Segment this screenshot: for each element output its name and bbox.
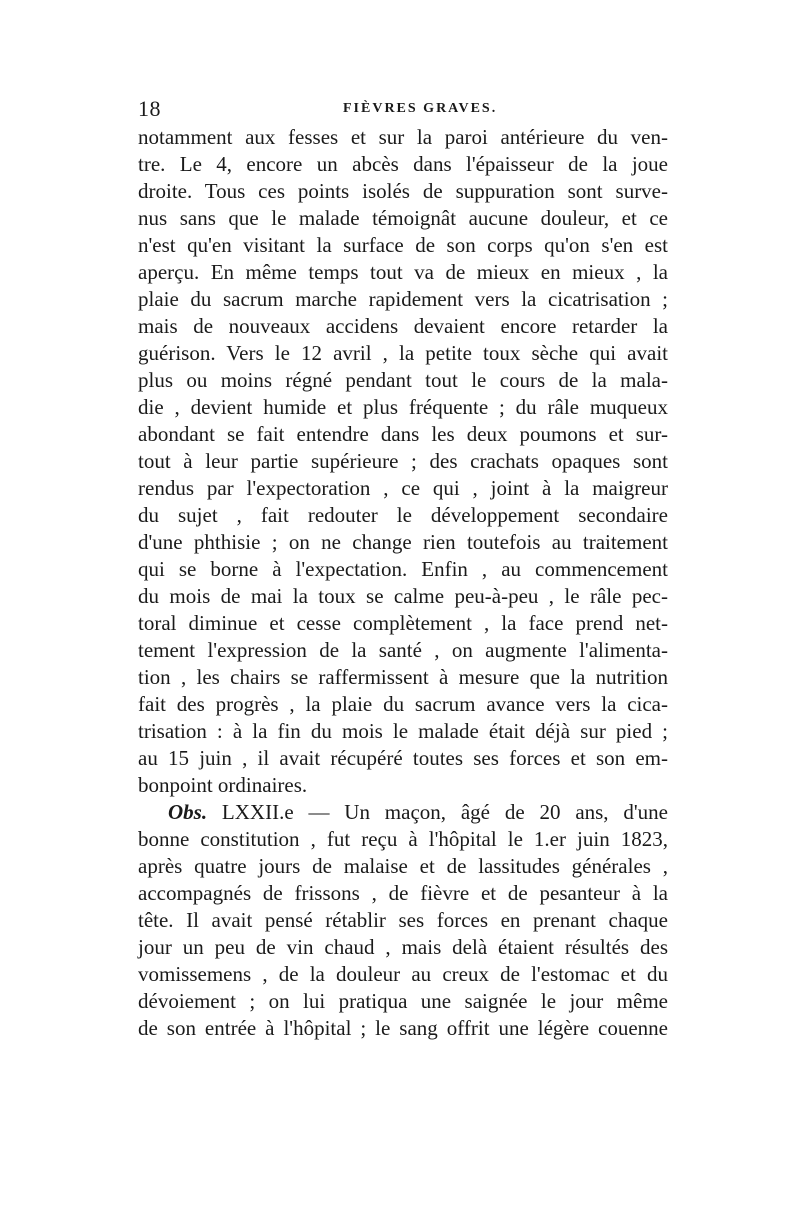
observation-heading-line	[138, 799, 668, 826]
text-line: tre. Le 4, encore un abcès dans l'épaisseur de la joue	[138, 152, 668, 176]
text-line: trisation : à la fin du mois le malade était déjà sur pied ;	[138, 719, 668, 743]
text-line: fait des progrès , la plaie du sacrum avance vers la cica-	[138, 692, 668, 716]
text-line: tête. Il avait pensé rétablir ses forces en prenant chaque	[138, 908, 668, 932]
text-line: bonne constitution , fut reçu à l'hôpital le 1.er juin 1823,	[138, 827, 668, 851]
text-line: plaie du sacrum marche rapidement vers la cicatrisation ;	[138, 287, 668, 311]
text-line: qui se borne à l'expectation. Enfin , au commencement	[138, 557, 668, 581]
text-line: die , devient humide et plus fréquente ; du râle muqueux	[138, 395, 668, 419]
text-line: de son entrée à l'hôpital ; le sang offrit une légère couenne	[138, 1016, 668, 1040]
text-line: aperçu. En même temps tout va de mieux en mieux , la	[138, 260, 668, 284]
running-title: FIÈVRES GRAVES.	[343, 101, 498, 116]
text-line: tout à leur partie supérieure ; des crachats opaques sont	[138, 449, 668, 473]
text-line: tement l'expression de la santé , on augmente l'alimenta-	[138, 638, 668, 662]
text-line: notamment aux fesses et sur la paroi antérieure du ven-	[138, 125, 668, 149]
text-line: du sujet , fait redouter le développement secondaire	[138, 503, 668, 527]
text-line: n'est qu'en visitant la surface de son corps qu'on s'en est	[138, 233, 668, 257]
text-line: rendus par l'expectoration , ce qui , joint à la maigreur	[138, 476, 668, 500]
text-line: tion , les chairs se raffermissent à mesure que la nutrition	[138, 665, 668, 689]
observation-heading-text: LXXII.e — Un maçon, âgé de 20 ans, d'une	[207, 800, 668, 824]
paragraph-end-line: bonpoint ordinaires.	[138, 773, 308, 797]
text-line: jour un peu de vin chaud , mais delà étaient résultés des	[138, 935, 668, 959]
text-line: droite. Tous ces points isolés de suppuration sont surve-	[138, 179, 668, 203]
text-line: nus sans que le malade témoignât aucune douleur, et ce	[138, 206, 668, 230]
text-line: guérison. Vers le 12 avril , la petite toux sèche qui avait	[138, 341, 668, 365]
text-line: d'une phthisie ; on ne change rien toutefois au traitement	[138, 530, 668, 554]
page-number: 18	[138, 96, 161, 121]
text-line: mais de nouveaux accidens devaient encore retarder la	[138, 314, 668, 338]
text-line: au 15 juin , il avait récupéré toutes ses forces et son em-	[138, 746, 668, 770]
text-line: abondant se fait entendre dans les deux poumons et sur-	[138, 422, 668, 446]
text-line: vomissemens , de la douleur au creux de l'estomac et du	[138, 962, 668, 986]
text-line: plus ou moins régné pendant tout le cours de la mala-	[138, 368, 668, 392]
page-header	[138, 96, 668, 120]
text-line: accompagnés de frissons , de fièvre et de pesanteur à la	[138, 881, 668, 905]
body-text	[138, 124, 668, 1042]
observation-label: Obs.	[168, 800, 208, 824]
text-line: du mois de mai la toux se calme peu-à-peu , le râle pec-	[138, 584, 668, 608]
text-line: toral diminue et cesse complètement , la face prend net-	[138, 611, 668, 635]
text-line: après quatre jours de malaise et de lassitudes générales ,	[138, 854, 668, 878]
text-line: dévoiement ; on lui pratiqua une saignée le jour même	[138, 989, 668, 1013]
